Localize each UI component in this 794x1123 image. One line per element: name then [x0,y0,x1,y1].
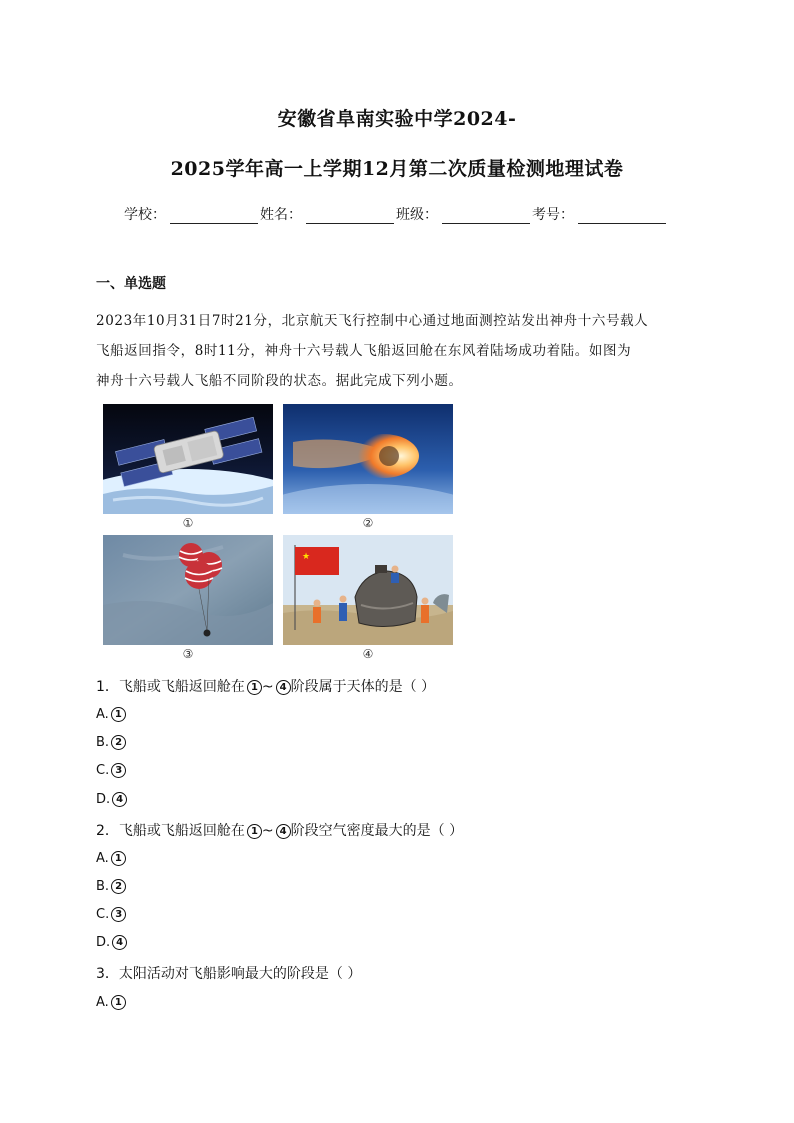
passage-line: 神舟十六号载人飞船不同阶段的状态。据此完成下列小题。 [96,373,463,389]
circled-number: 1 [111,851,126,866]
stage-2-caption: ② [362,516,374,530]
student-info-row [124,204,668,224]
school-label: 学校： [124,207,166,223]
circled-number: 2 [111,879,126,894]
exam-number-blank[interactable] [578,209,666,224]
q2-option-d[interactable] [96,935,127,950]
circled-number: 1 [111,995,126,1010]
circled-number: 1 [247,824,262,839]
question-text: 太阳活动对飞船影响最大的阶段是（ ） [118,966,362,982]
question-text: 飞船或飞船返回舱在 [118,823,245,839]
question-number: 1． [96,679,119,695]
question-text: 阶段空气密度最大的是（ ） [290,823,464,839]
name-blank[interactable] [306,209,394,224]
question-text: 阶段属于天体的是（ ） [290,679,436,695]
option-letter: D. [96,792,111,807]
name-label: 姓名： [260,207,302,223]
circled-number: 1 [247,680,262,695]
circled-number: 2 [111,735,126,750]
question-3 [96,963,361,983]
question-text: 飞船或飞船返回舱在 [118,679,245,695]
spacecraft-stage-figure [103,404,453,666]
circled-number: 4 [276,680,291,695]
option-letter: B. [96,879,110,894]
passage [96,306,706,396]
q2-option-a[interactable] [96,851,126,866]
school-blank[interactable] [170,209,258,224]
circled-number: 3 [111,907,126,922]
q1-option-a[interactable] [96,707,126,722]
q2-option-c[interactable] [96,907,126,922]
stage-3-parachute-image [103,535,273,645]
stage-4-caption: ④ [362,647,374,661]
option-letter: A. [96,851,109,866]
q1-option-b[interactable] [96,735,126,750]
range-separator: ~ [261,679,274,695]
option-letter: B. [96,735,110,750]
exam-title-line1: 安徽省阜南实验中学2024- [277,108,517,130]
q1-option-d[interactable] [96,792,127,807]
option-letter: C. [96,763,110,778]
stage-2-reentry-image [283,404,453,514]
stage-1-caption: ① [182,516,194,530]
circled-number: 1 [111,707,126,722]
stage-3-caption: ③ [182,647,194,661]
circled-number: 4 [112,935,127,950]
circled-number: 4 [276,824,291,839]
q2-option-b[interactable] [96,879,126,894]
option-letter: D. [96,935,111,950]
q3-option-a[interactable] [96,995,126,1010]
circled-number: 4 [112,792,127,807]
svg-text:★: ★ [302,552,311,562]
section-heading: 一、单选题 [96,276,166,292]
circled-number: 3 [111,763,126,778]
exam-number-label: 考号： [532,207,574,223]
question-1 [96,676,435,696]
option-letter: A. [96,707,109,722]
option-letter: C. [96,907,110,922]
question-2 [96,820,463,840]
stage-4-landing-image [283,535,453,645]
exam-title-line2: 2025学年高一上学期12月第二次质量检测地理试卷 [170,158,624,180]
q1-option-c[interactable] [96,763,126,778]
range-separator: ~ [261,823,274,839]
passage-line: 2023年10月31日7时21分，北京航天飞行控制中心通过地面测控站发出神舟十六号载人 [96,313,649,329]
class-label: 班级： [396,207,438,223]
question-number: 3． [96,966,119,982]
class-blank[interactable] [442,209,530,224]
passage-line: 飞船返回指令，8时11分，神舟十六号载人飞船返回舱在东风着陆场成功着陆。如图为 [96,343,632,359]
question-number: 2． [96,823,119,839]
stage-1-orbit-image [103,404,273,514]
option-letter: A. [96,995,109,1010]
